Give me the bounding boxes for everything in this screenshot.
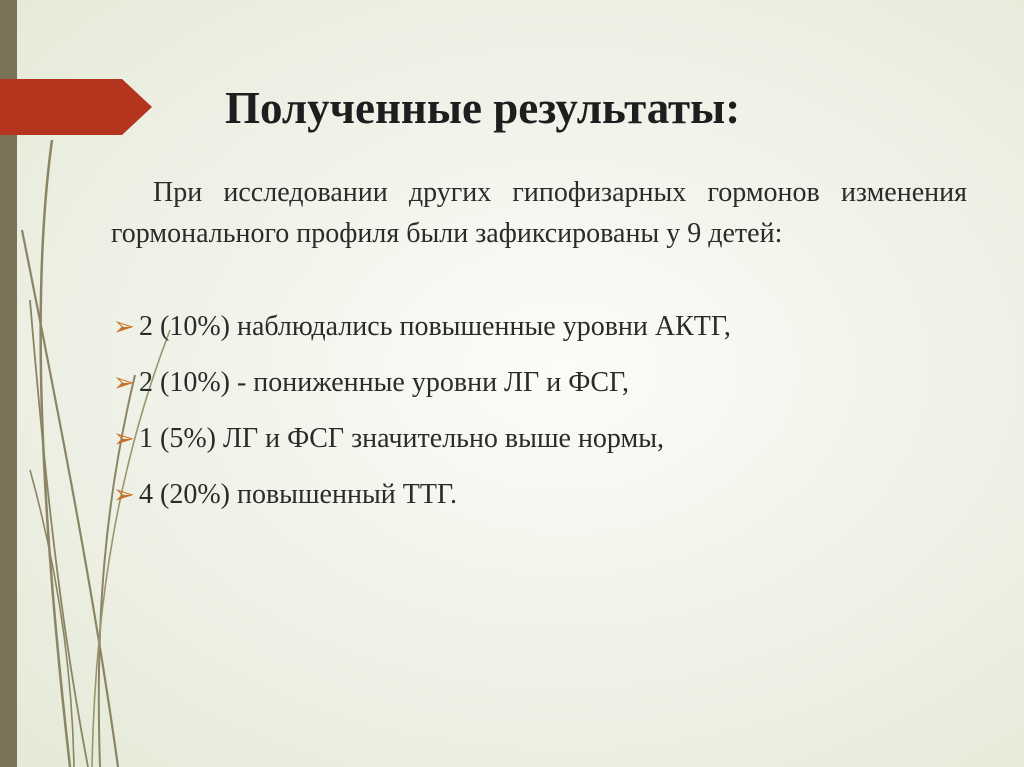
intro-paragraph: При исследовании других гипофизарных гормонов изменения гормонального профиля были зафиксированы у 9 детей:: [111, 177, 967, 249]
arrow-bullet-icon: ➢: [113, 368, 135, 398]
arrow-bullet-icon: ➢: [113, 312, 135, 342]
title-arrow-shape: [0, 79, 152, 135]
list-item: [111, 305, 731, 361]
list-item: [111, 361, 731, 417]
findings-list: [111, 305, 731, 529]
slide-title: Полученные результаты:: [225, 83, 741, 133]
finding-text: 1 (5%) ЛГ и ФСГ значительно выше нормы,: [139, 423, 665, 454]
list-item: [111, 417, 731, 473]
finding-text: 2 (10%) - пониженные уровни ЛГ и ФСГ,: [139, 367, 630, 398]
arrow-bullet-icon: ➢: [113, 480, 135, 510]
finding-text: 4 (20%) повышенный ТТГ.: [139, 479, 457, 510]
arrow-bullet-icon: ➢: [113, 424, 135, 454]
finding-text: 2 (10%) наблюдались повышенные уровни АКТГ,: [139, 311, 731, 342]
list-item: [111, 473, 731, 529]
